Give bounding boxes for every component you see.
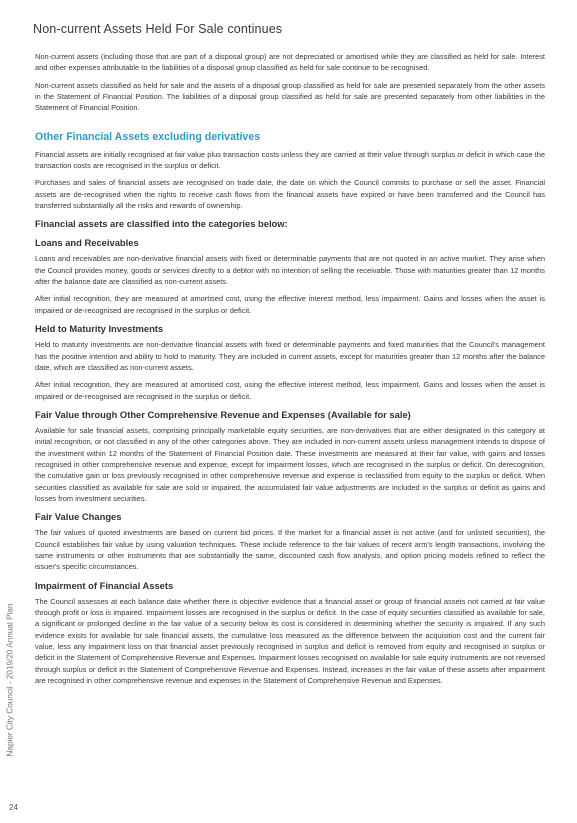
fvoci-heading: Fair Value through Other Comprehensive Revenue and Expenses (Available for sale) <box>35 408 411 420</box>
fvc-paragraph-1: The fair values of quoted investments are based on current bid prices. If the market for a financial asset is not active (and for unlisted securities), the Council establishes fair value by using valuation techniques. These include reference to the fair values of recent arm's length transactions, involving the same instruments or other instruments that are substantially the same, discounted cash flow analysis, and option pricing models refined to reflect the issuer's specific circumstances. <box>35 528 545 572</box>
section-paragraph-2: Purchases and sales of financial assets are recognised on trade date, the date on which the Council commits to purchase or sell the asset. Financial assets are de-recognised when the rights to receive cash flows from the financial assets have expired or have been transferred and the Council has transferred substantially all the risks and rewards of ownership. <box>35 178 545 211</box>
section-heading: Other Financial Assets excluding derivatives <box>35 130 261 143</box>
page-number: 24 <box>9 803 18 812</box>
page-title: Non-current Assets Held For Sale continues <box>33 22 283 36</box>
side-label-text: Napier City Council - 2019/20 Annual Plan <box>5 603 15 757</box>
intro-paragraph-1: Non-current assets (including those that are part of a disposal group) are not depreciated or amortised while they are classified as held for sale. Interest and other expenses attributable to the liabilities of a disposal group classified as held for sale continue to be recognised. <box>35 52 545 73</box>
page-content <box>35 51 545 692</box>
loans-heading: Loans and Receivables <box>35 237 139 249</box>
intro-paragraph-2: Non-current assets classified as held for sale and the assets of a disposal group classified as held for sale are presented separately from the other assets in the Statement of Financial Position. The liabilities of a disposal group classified as held for sale are presented separately from other liabilities in the Statement of Financial Position. <box>35 80 545 113</box>
categories-heading: Financial assets are classified into the categories below: <box>35 218 288 230</box>
loans-paragraph-2: After initial recognition, they are measured at amortised cost, using the effective interest method, less impairment. Gains and losses when the asset is impaired or de-recognised are recognised in the surplus or deficit. <box>35 294 545 315</box>
fvoci-paragraph-1: Available for sale financial assets, comprising principally marketable equity securities, are non-derivatives that are either designated in this category at initial recognition, or not classified in any of the other categories above. They are included in non-current assets unless management intends to dispose of the investment within 12 months of the Statement of Financial Position date. These investments are measured at their fair value, with gains and losses recognised in other comprehensive revenue and expense, except for impairment losses, which are recognised in the surplus or deficit. On derecognition, the cumulative gain or loss previously recognised in other comprehensive revenue and expense is reclassified from equity to the surplus or deficit. When securities classified as available for sale are sold or impaired, the accumulated fair value adjustments are included in the surplus or deficit as gains and losses from investment securities. <box>35 425 545 503</box>
loans-paragraph-1: Loans and receivables are non-derivative financial assets with fixed or determinable payments that are not quoted in an active market. They arise when the Council provides money, goods or services directly to a debtor with no intention of selling the receivable. Those with maturities greater than 12 months after the balance date are classified as non-current assets. <box>35 254 545 287</box>
htm-heading: Held to Maturity Investments <box>35 323 164 335</box>
htm-paragraph-2: After initial recognition, they are measured at amortised cost, using the effective interest method, less impairment. Gains and losses when the asset is impaired or de-recognised are recognised in the surplus or deficit. <box>35 380 545 401</box>
fvc-heading: Fair Value Changes <box>35 511 122 523</box>
impairment-heading: Impairment of Financial Assets <box>35 579 174 591</box>
htm-paragraph-1: Held to maturity investments are non-derivative financial assets with fixed or determinable payments and fixed maturities that the Council's management has the positive intention and ability to hold to maturity. They are included in current assets, except for maturities greater than 12 months after the balance date, which are classified as non-current assets. <box>35 340 545 372</box>
section-paragraph-1: Financial assets are initially recognised at fair value plus transaction costs unless they are carried at their value through surplus or deficit in which case the transaction costs are recognised in the surplus or deficit. <box>35 149 545 171</box>
side-document-label <box>3 580 17 780</box>
impairment-paragraph-1: The Council assesses at each balance date whether there is objective evidence that a financial asset or group of financial assets not carried at fair value through profit or loss is impaired. Impairment losses are recognised in the surplus or deficit. In the case of equity securities classified as available for sale, a significant or prolonged decline in the fair value of a security below its cost is considered in determining whether the security is impaired. If any such evidence exists for available for sale financial assets, the cumulative loss measured as the difference between the acquisition cost and the current fair value, less any impairment loss on that financial asset previously recognised in surplus and deficit is removed from equity and recognised in surplus or deficit in the Statement of Comprehensive Revenue and Expenses. Impairment losses recognised on available for sale equity instruments are not reversed through surplus or deficit in the Statement of Comprehensive Revenue and Expenses. Instead, increases in the fair value of these assets after impairment are recognised in other comprehensive revenue and expenses in the Statement of Comprehensive Revenue and Expenses. <box>35 596 545 686</box>
